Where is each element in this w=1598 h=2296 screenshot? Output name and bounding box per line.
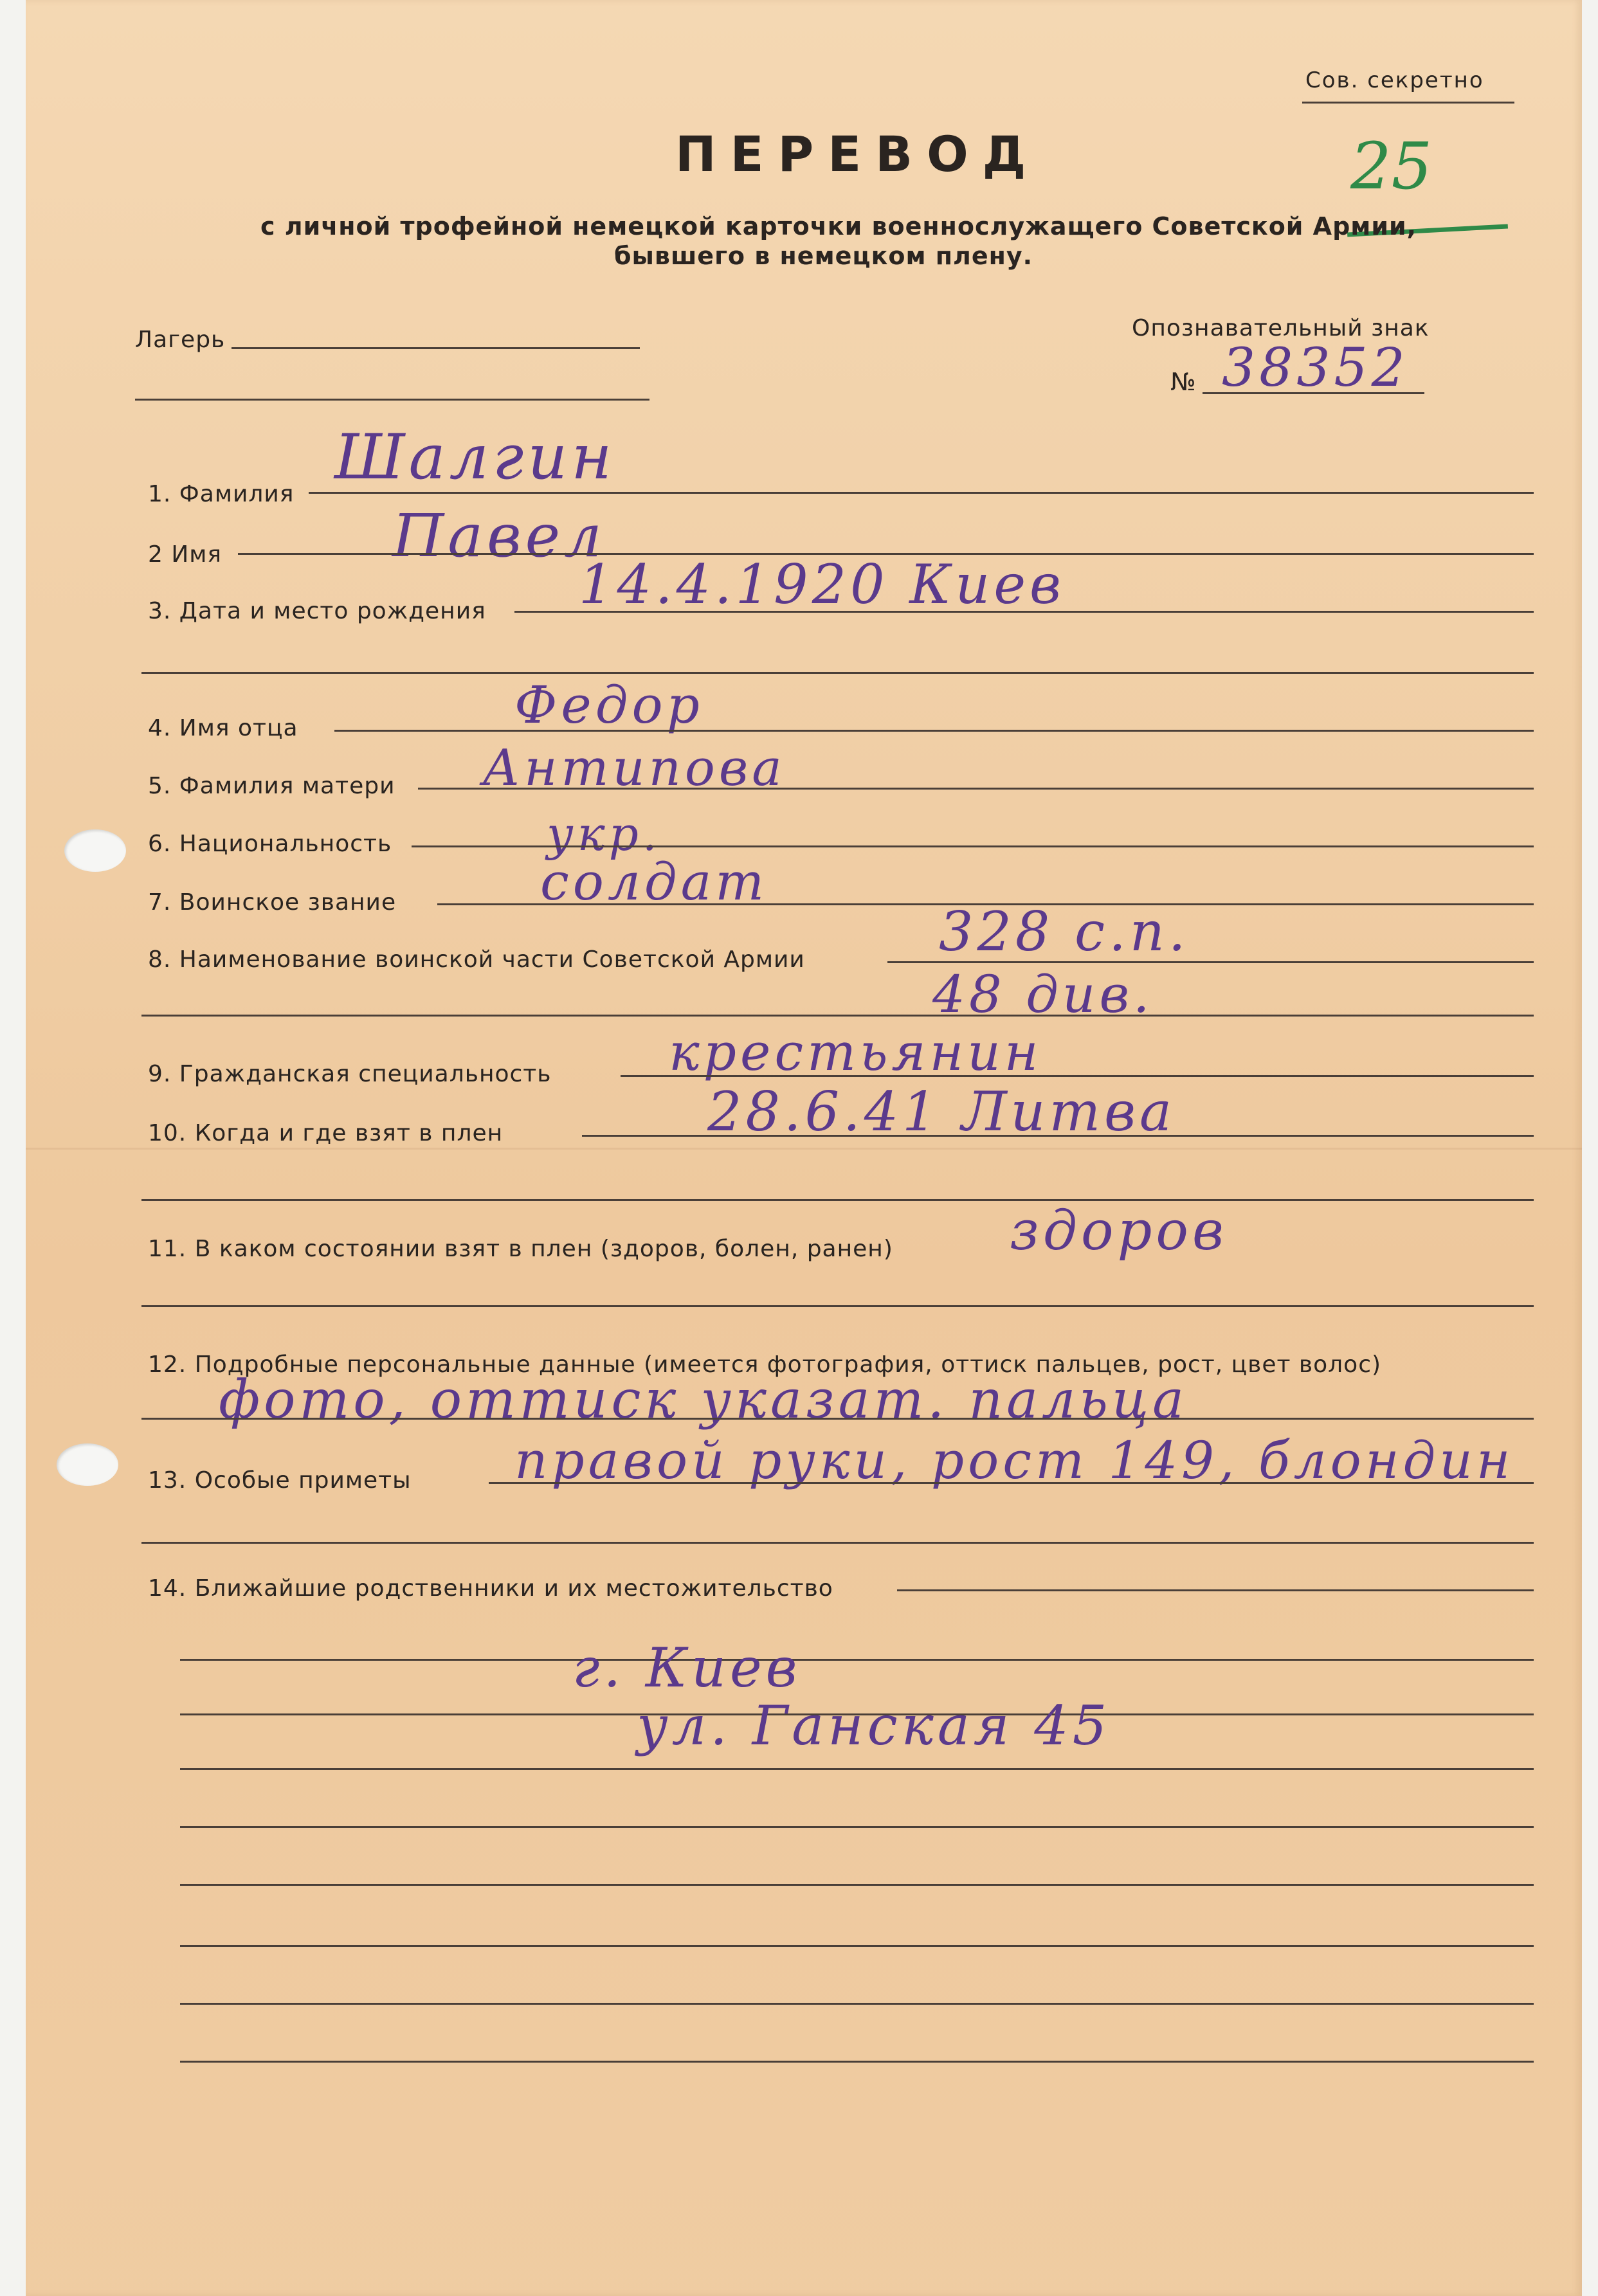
document-title: ПЕРЕВОД	[675, 125, 1040, 183]
document-sheet	[26, 0, 1582, 2296]
field-line	[418, 788, 1534, 790]
field-label-mother: 5. Фамилия матери	[148, 773, 395, 799]
field-line	[489, 1482, 1534, 1484]
field-value-surname: Шалгин	[334, 421, 616, 493]
field-value-unit: 328 с.п.	[939, 900, 1190, 963]
field-label-nationality: 6. Национальность	[148, 831, 392, 857]
field-label-unit: 8. Наименование воинской части Советской Армии	[148, 946, 805, 973]
camp-line-2	[135, 399, 649, 401]
field-line	[412, 845, 1534, 847]
field-line	[141, 1305, 1534, 1307]
field-line	[897, 1589, 1534, 1591]
field-line	[621, 1075, 1534, 1077]
field-label-name: 2 Имя	[148, 541, 222, 568]
field-value-rank: солдат	[540, 852, 768, 912]
field-label-birth: 3. Дата и место рождения	[148, 598, 486, 624]
relatives-street: ул. Ганская 45	[637, 1694, 1111, 1757]
archive-number: 25	[1350, 129, 1433, 204]
field-line	[141, 1418, 1534, 1420]
field-label-rank: 7. Воинское звание	[148, 889, 397, 916]
field-value-name: Павел	[392, 502, 606, 570]
field-label-condition: 11. В каком состоянии взят в плен (здоров, болен, ранен)	[148, 1236, 893, 1262]
field-label-profession: 9. Гражданская специальность	[148, 1061, 552, 1087]
field-line	[887, 961, 1534, 963]
field-line	[141, 1542, 1534, 1544]
id-tag-label: Опознавательный знак	[1132, 315, 1430, 341]
field-value-captured: 28.6.41 Литва	[707, 1080, 1176, 1143]
field-value-father: Федор	[514, 675, 704, 735]
punch-hole	[64, 829, 126, 872]
field-line	[180, 1884, 1534, 1886]
field-label-surname: 1. Фамилия	[148, 481, 295, 507]
field-label-captured: 10. Когда и где взят в плен	[148, 1120, 504, 1146]
camp-label: Лагерь	[135, 327, 226, 353]
field-value-condition: здоров	[1010, 1199, 1228, 1262]
id-tag-value: 38352	[1222, 338, 1409, 399]
field-line	[141, 672, 1534, 674]
field-line	[180, 1945, 1534, 1947]
field-label-father: 4. Имя отца	[148, 715, 298, 741]
field-value-personal-data: фото, оттиск указат. пальца	[219, 1369, 1188, 1431]
classification-mark: Сов. секретно	[1305, 68, 1484, 93]
field-line	[309, 492, 1534, 494]
field-line	[180, 1659, 1534, 1661]
punch-hole	[57, 1443, 118, 1486]
field-line	[141, 1015, 1534, 1017]
field-line	[180, 2061, 1534, 2063]
document-subtitle-line2: бывшего в немецком плену.	[614, 242, 1033, 270]
field-line	[180, 1768, 1534, 1770]
field-value-birth: 14.4.1920 Киев	[579, 553, 1065, 616]
id-tag-number-sign: №	[1170, 368, 1197, 396]
fold-crease	[26, 1148, 1582, 1150]
field-line	[334, 730, 1534, 732]
field-value-nationality: укр.	[547, 807, 661, 861]
field-line	[141, 1199, 1534, 1201]
classification-underline	[1302, 102, 1514, 104]
field-line	[180, 2003, 1534, 2005]
field-line	[180, 1826, 1534, 1828]
camp-line	[232, 347, 640, 349]
field-label-relatives: 14. Ближайшие родственники и их местожительство	[148, 1575, 833, 1602]
field-value-mother: Антипова	[482, 739, 786, 797]
field-label-personal-data: 12. Подробные персональные данные (имеется фотография, оттиск пальцев, рост, цвет волос)	[148, 1351, 1382, 1378]
field-line	[514, 611, 1534, 613]
field-value-marks: правой руки, рост 149, блондин	[514, 1431, 1514, 1490]
field-label-marks: 13. Особые приметы	[148, 1467, 412, 1494]
field-value-unit-division: 48 див.	[932, 964, 1154, 1024]
field-line	[582, 1135, 1534, 1137]
id-tag-line	[1203, 392, 1424, 394]
document-subtitle-line1: с личной трофейной немецкой карточки военнослужащего Советской Армии,	[260, 212, 1417, 240]
relatives-city: г. Киев	[572, 1636, 801, 1699]
field-value-profession: крестьянин	[669, 1022, 1042, 1082]
